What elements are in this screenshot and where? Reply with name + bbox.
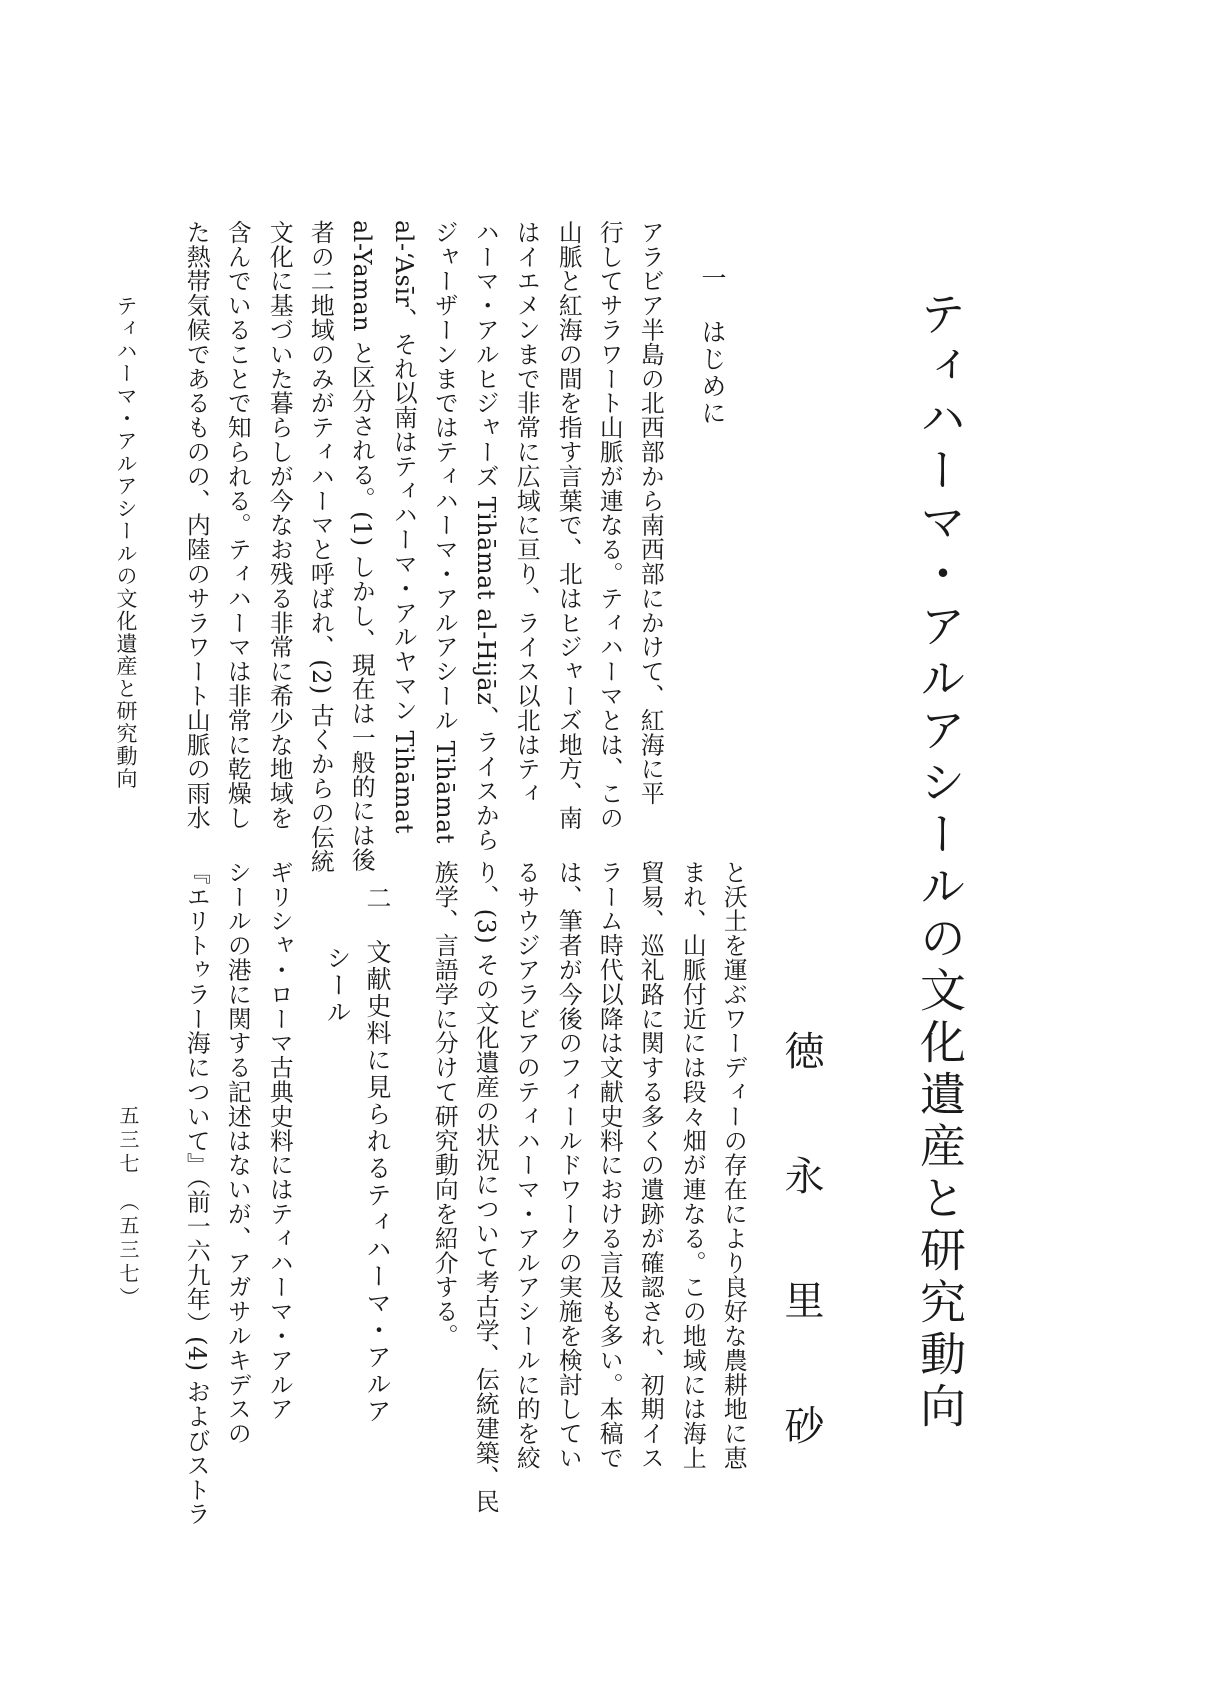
text-line: ハーマ・アルヒジャーズ Tihāmat al-Hijāz、ライスから xyxy=(471,220,500,852)
page-title: ティハーマ・アルアシールの文化遺産と研究動向 xyxy=(913,290,967,1434)
text-line: ジャーザーンまではティハーマ・アルアシール Tihāmat xyxy=(430,220,459,845)
text-line: 者の二地域のみがティハーマと呼ばれ、(2) 古くからの伝統 xyxy=(306,220,335,874)
page-number: 五三七 （五三七） xyxy=(116,1105,140,1311)
text-line: た熱帯気候であるものの、内陸のサラワート山脈の雨水 xyxy=(182,220,211,830)
text-line: 貿易、巡礼路に関する多くの遺跡が確認され、初期イス xyxy=(636,860,665,1470)
text-line: まれ、山脈付近には段々畑が連なる。この地域には海上 xyxy=(678,860,707,1470)
text-line: はイエメンまで非常に広域に亘り、ライス以北はティ xyxy=(512,220,541,806)
text-line: 族学、言語学に分けて研究動向を紹介する。 xyxy=(430,860,459,1348)
section-2-heading: 二 文献史料に見られるティハーマ・アルア xyxy=(363,885,392,1425)
text-line: ギリシャ・ローマ古典史料にはティハーマ・アルア xyxy=(265,860,294,1422)
text-line: シールの港に関する記述はないが、アガサルキデスの xyxy=(223,860,252,1446)
text-line: al-Yaman と区分される。(1) しかし、現在は一般的には後 xyxy=(347,220,376,872)
text-line: 山脈と紅海の間を指す言葉で、北はヒジャーズ地方、南 xyxy=(554,220,583,830)
text-line: al-ʻAsīr、それ以南はティハーマ・アルヤマン Tihāmat xyxy=(389,220,418,834)
text-line: 含んでいることで知られる。ティハーマは非常に乾燥し xyxy=(223,220,252,830)
text-line: り、(3) その文化遺産の状況について考古学、伝統建築、民 xyxy=(471,860,500,1514)
text-line: と沃土を運ぶワーディーの存在により良好な農耕地に恵 xyxy=(719,860,748,1470)
text-line: アラビア半島の北西部から南西部にかけて、紅海に平 xyxy=(636,220,665,806)
text-line: 行してサラワート山脈が連なる。ティハーマとは、この xyxy=(595,220,624,830)
text-line: 文化に基づいた暮らしが今なお残る非常に希少な地域を xyxy=(265,220,294,830)
text-line: るサウジアラビアのティハーマ・アルアシールに的を絞 xyxy=(512,860,541,1470)
section-1-heading: 一 はじめに xyxy=(698,265,727,427)
author-name: 徳 永 里 砂 xyxy=(778,1030,824,1481)
text-line: ラーム時代以降は文献史料における言及も多い。本稿で xyxy=(595,860,624,1470)
text-line: 『エリトゥラー海について』（前一六九年）(4) およびストラ xyxy=(182,860,211,1527)
text-line: は、筆者が今後のフィールドワークの実施を検討してい xyxy=(554,860,583,1470)
running-head: ティハーマ・アルアシールの文化遺産と研究動向 xyxy=(114,295,138,790)
section-2-heading-cont: シール xyxy=(323,945,352,1026)
